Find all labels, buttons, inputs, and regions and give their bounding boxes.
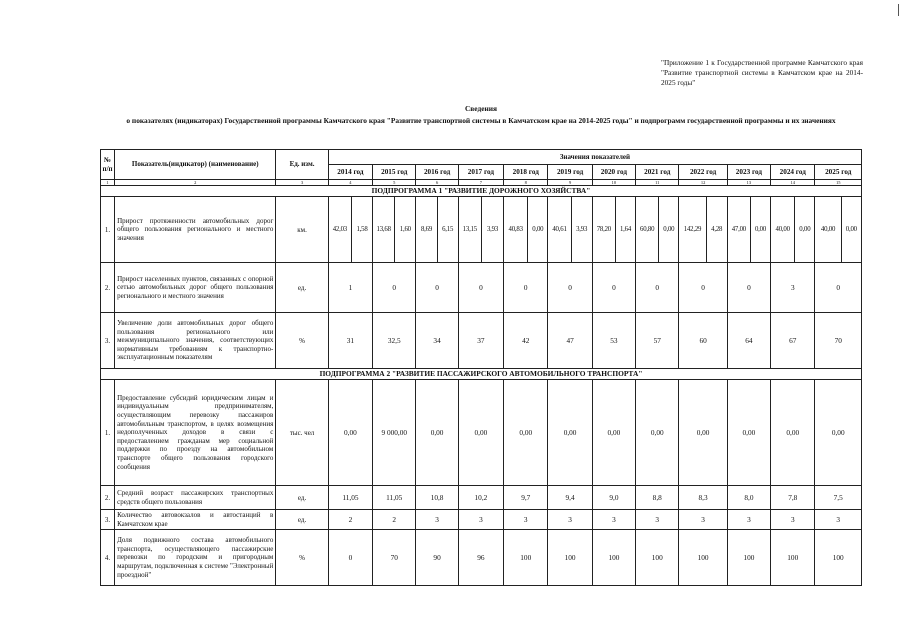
value-cell: 100 [504,530,548,586]
value-cell: 42,03 [328,197,351,263]
value-cell: 42 [504,313,548,369]
value-cell: 40,83 [504,197,528,263]
value-cell: 0,00 [841,197,861,263]
column-number: 3 [276,180,328,186]
year-header: 2019 год [548,165,592,180]
row-number: 3. [101,313,115,369]
value-cell: 3,93 [571,197,592,263]
year-header: 2015 год [373,165,416,180]
column-number: 12 [679,180,727,186]
value-cell: 0 [328,530,372,586]
row-number: 3. [101,510,115,530]
year-header: 2025 год [815,165,862,180]
year-header: 2022 год [679,165,727,180]
value-cell: 13,15 [458,197,481,263]
document-title: Сведения [464,104,498,113]
unit-cell: ед. [276,486,328,510]
column-number: 2 [115,180,276,186]
value-cell: 4,28 [706,197,727,263]
value-cell: 0,00 [659,197,679,263]
value-cell: 31 [328,313,372,369]
value-cell: 10,2 [458,486,503,510]
value-cell: 9,7 [504,486,548,510]
value-cell: 40,00 [771,197,795,263]
subprogram-1-row [101,186,862,197]
header-unit: Ед. изм. [276,150,328,180]
column-number: 15 [815,180,862,186]
column-number: 8 [504,180,548,186]
unit-cell: % [276,313,328,369]
value-cell: 0,00 [750,197,770,263]
value-cell: 0 [815,263,862,313]
value-cell: 32,5 [373,313,416,369]
unit-cell: ед. [276,263,328,313]
value-cell: 3 [458,510,503,530]
value-cell: 100 [771,530,815,586]
indicator-name: Средний возраст пассажирских транспортных средств общего пользования [115,486,276,510]
header-row [101,150,862,165]
value-cell: 1 [328,263,372,313]
value-cell: 7,5 [815,486,862,510]
year-header: 2024 год [771,165,815,180]
column-number: 4 [328,180,372,186]
column-number: 1 [101,180,115,186]
year-header: 2021 год [636,165,679,180]
header-num: № п/п [101,150,115,180]
value-cell: 3 [815,510,862,530]
value-cell: 2 [373,510,416,530]
subprogram-2-row [101,369,862,380]
column-number: 9 [548,180,592,186]
value-cell: 0,00 [679,380,727,486]
value-cell: 1,60 [395,197,416,263]
scan-mark [898,4,899,16]
value-cell: 9 000,00 [373,380,416,486]
document-subtitle: о показателях (индикаторах) Государственной программы Камчатского края "Развитие транспортной системы в Камчатском крае на 2014-2025 годы" и подпрограмм государственной программы и их значениях [126,116,836,125]
value-cell: 0 [592,263,635,313]
column-number: 13 [727,180,770,186]
value-cell: 0,00 [636,380,679,486]
value-cell: 70 [373,530,416,586]
table-row [101,197,862,263]
year-header: 2014 год [328,165,372,180]
table-row [101,510,862,530]
year-header: 2018 год [504,165,548,180]
value-cell: 60 [679,313,727,369]
value-cell: 78,20 [592,197,615,263]
indicator-name: Прирост населенных пунктов, связанных с опорной сетью автомобильных дорог общего пользования регионального и местного значения [115,263,276,313]
value-cell: 3 [771,510,815,530]
value-cell: 3 [771,263,815,313]
value-cell: 0,00 [528,197,548,263]
value-cell: 11,05 [373,486,416,510]
column-number: 10 [592,180,635,186]
value-cell: 0,00 [815,380,862,486]
value-cell: 8,69 [416,197,437,263]
table-row [101,530,862,586]
table-row [101,486,862,510]
value-cell: 6,15 [437,197,458,263]
value-cell: 60,80 [636,197,659,263]
indicator-name: Увеличение доли автомобильных дорог общего пользования регионального или межмуниципального значения, соответствующих нормативным требованиям к транспортно-эксплуатационным показателям [115,313,276,369]
subprogram-1-title: ПОДПРОГРАММА 1 "РАЗВИТИЕ ДОРОЖНОГО ХОЗЯЙСТВА" [101,186,862,197]
column-number: 5 [373,180,416,186]
value-cell: 3 [416,510,458,530]
column-number: 14 [771,180,815,186]
unit-cell: % [276,530,328,586]
value-cell: 47 [548,313,592,369]
value-cell: 57 [636,313,679,369]
value-cell: 64 [727,313,770,369]
value-cell: 3 [679,510,727,530]
indicator-name: Доля подвижного состава автомобильного транспорта, осуществляющего пассажирские перевозки по городским и пригородным маршрутам, подключенная к системе "Электронный проездной" [115,530,276,586]
value-cell: 0 [548,263,592,313]
value-cell: 0,00 [416,380,458,486]
column-number: 11 [636,180,679,186]
value-cell: 37 [458,313,503,369]
subprogram-2-title: ПОДПРОГРАММА 2 "РАЗВИТИЕ ПАССАЖИРСКОГО АВТОМОБИЛЬНОГО ТРАНСПОРТА" [101,369,862,380]
value-cell: 1,58 [351,197,372,263]
value-cell: 47,00 [727,197,750,263]
indicator-name: Предоставление субсидий юридическим лицам и индивидуальным предпринимателям, осуществляющим перевозку пассажиров автомобильным транспортом, в целях возмещения недополученных доходов в связи с предоставлением гражданам мер социальной поддержки по проезду на автомобильном транспорте общего пользования городского сообщения [115,380,276,486]
value-cell: 40,61 [548,197,571,263]
indicators-table [100,149,862,586]
value-cell: 13,68 [373,197,395,263]
value-cell: 0,00 [328,380,372,486]
value-cell: 100 [636,530,679,586]
value-cell: 90 [416,530,458,586]
value-cell: 0,00 [771,380,815,486]
value-cell: 11,05 [328,486,372,510]
value-cell: 10,8 [416,486,458,510]
indicator-name: Количество автовокзалов и автостанций в Камчатском крае [115,510,276,530]
value-cell: 100 [815,530,862,586]
table-row [101,380,862,486]
row-number: 2. [101,486,115,510]
value-cell: 3 [636,510,679,530]
value-cell: 7,8 [771,486,815,510]
value-cell: 70 [815,313,862,369]
year-header: 2023 год [727,165,770,180]
value-cell: 1,64 [615,197,635,263]
appendix-note: "Приложение 1 к Государственной программе Камчатского края "Развитие транспортной системы в Камчатском крае на 2014-2025 годы" [661,58,863,87]
unit-cell: тыс. чел [276,380,328,486]
value-cell: 0 [373,263,416,313]
value-cell: 40,00 [815,197,841,263]
table-row [101,263,862,313]
value-cell: 100 [679,530,727,586]
value-cell: 2 [328,510,372,530]
row-number: 1. [101,197,115,263]
value-cell: 100 [592,530,635,586]
value-cell: 142,29 [679,197,706,263]
table-row [101,313,862,369]
column-number: 6 [416,180,458,186]
value-cell: 0 [636,263,679,313]
value-cell: 100 [727,530,770,586]
value-cell: 0 [504,263,548,313]
value-cell: 53 [592,313,635,369]
value-cell: 9,0 [592,486,635,510]
value-cell: 67 [771,313,815,369]
unit-cell: км. [276,197,328,263]
value-cell: 8,8 [636,486,679,510]
header-indicator: Показатель(индикатор) (наименование) [115,150,276,180]
value-cell: 3 [548,510,592,530]
row-number: 4. [101,530,115,586]
column-number: 7 [458,180,503,186]
value-cell: 34 [416,313,458,369]
value-cell: 0,00 [727,380,770,486]
value-cell: 3,93 [481,197,503,263]
value-cell: 0,00 [504,380,548,486]
year-header: 2017 год [458,165,503,180]
value-cell: 96 [458,530,503,586]
value-cell: 8,0 [727,486,770,510]
year-header: 2020 год [592,165,635,180]
row-number: 2. [101,263,115,313]
value-cell: 0 [727,263,770,313]
unit-cell: ед. [276,510,328,530]
value-cell: 0,00 [795,197,815,263]
value-cell: 0,00 [548,380,592,486]
row-number: 1. [101,380,115,486]
value-cell: 3 [504,510,548,530]
year-header: 2016 год [416,165,458,180]
value-cell: 0,00 [458,380,503,486]
value-cell: 9,4 [548,486,592,510]
value-cell: 0 [458,263,503,313]
value-cell: 3 [592,510,635,530]
value-cell: 0,00 [592,380,635,486]
value-cell: 0 [679,263,727,313]
header-values: Значения показателей [328,150,861,165]
indicator-name: Прирост протяженности автомобильных дорог общего пользования регионального и местного значения [115,197,276,263]
value-cell: 8,3 [679,486,727,510]
value-cell: 100 [548,530,592,586]
value-cell: 0 [416,263,458,313]
document-heading [100,104,862,126]
value-cell: 3 [727,510,770,530]
